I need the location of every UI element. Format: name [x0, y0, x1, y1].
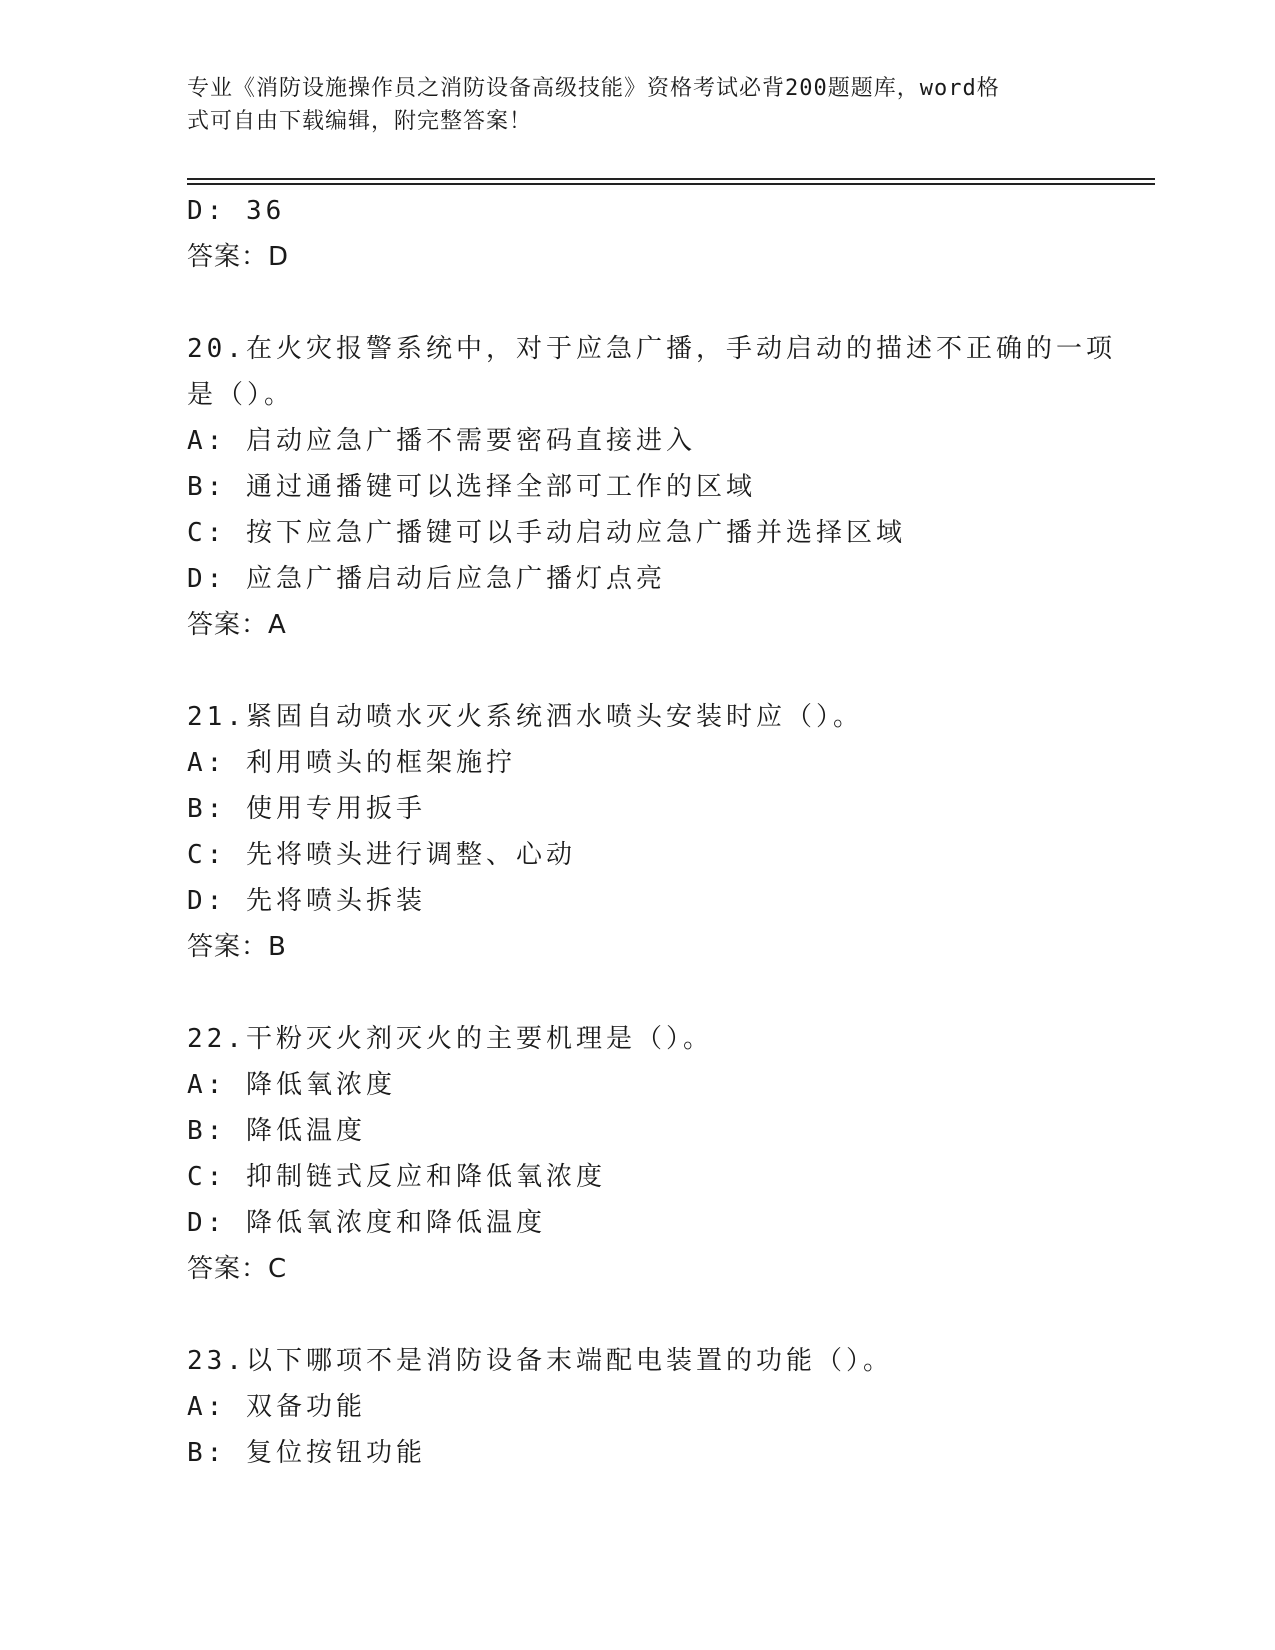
document-header [187, 72, 1067, 138]
spacer [187, 1292, 1087, 1338]
option-c: C: 按下应急广播键可以手动启动应急广播并选择区域 [187, 518, 906, 548]
header-divider-top [187, 178, 1155, 180]
option-a: A: 降低氧浓度 [187, 1070, 396, 1100]
option-a: A: 双备功能 [187, 1392, 366, 1422]
option-d: D: 应急广播启动后应急广播灯点亮 [187, 564, 666, 594]
option-a: A: 利用喷头的框架施拧 [187, 748, 516, 778]
question-stem: 23.以下哪项不是消防设备末端配电装置的功能（）。 [187, 1346, 893, 1376]
question-20 [187, 326, 1116, 648]
option-c: C: 抑制链式反应和降低氧浓度 [187, 1162, 606, 1192]
option-d: D: 36 [187, 196, 286, 226]
question-stem: 22.干粉灭火剂灭火的主要机理是（）。 [187, 1024, 713, 1054]
option-d: D: 降低氧浓度和降低温度 [187, 1208, 546, 1238]
question-21 [187, 694, 1087, 970]
answer-line: 答案：D [187, 242, 290, 272]
option-b: B: 通过通播键可以选择全部可工作的区域 [187, 472, 756, 502]
question-19-tail [187, 188, 1087, 280]
spacer [187, 970, 1087, 1016]
spacer [187, 648, 1087, 694]
answer-line: 答案：B [187, 932, 287, 962]
question-22 [187, 1016, 1087, 1292]
option-c: C: 先将喷头进行调整、心动 [187, 840, 576, 870]
option-b: B: 使用专用扳手 [187, 794, 426, 824]
header-line-2: 式可自由下载编辑，附完整答案！ [187, 109, 533, 134]
header-line-1: 专业《消防设施操作员之消防设备高级技能》资格考试必背200题题库，word格 [187, 76, 1000, 101]
question-stem: 21.紧固自动喷水灭火系统洒水喷头安装时应（）。 [187, 702, 863, 732]
option-d: D: 先将喷头拆装 [187, 886, 426, 916]
question-stem-continued: 是（）。 [187, 380, 295, 410]
option-a: A: 启动应急广播不需要密码直接进入 [187, 426, 696, 456]
answer-line: 答案：A [187, 610, 287, 640]
answer-line: 答案：C [187, 1254, 288, 1284]
document-body [187, 188, 1116, 1476]
option-b: B: 降低温度 [187, 1116, 366, 1146]
spacer [187, 280, 1087, 326]
question-23 [187, 1338, 1087, 1476]
header-divider-bottom [187, 183, 1155, 185]
question-stem: 20.在火灾报警系统中，对于应急广播，手动启动的描述不正确的一项 [187, 334, 1116, 364]
option-b: B: 复位按钮功能 [187, 1438, 426, 1468]
